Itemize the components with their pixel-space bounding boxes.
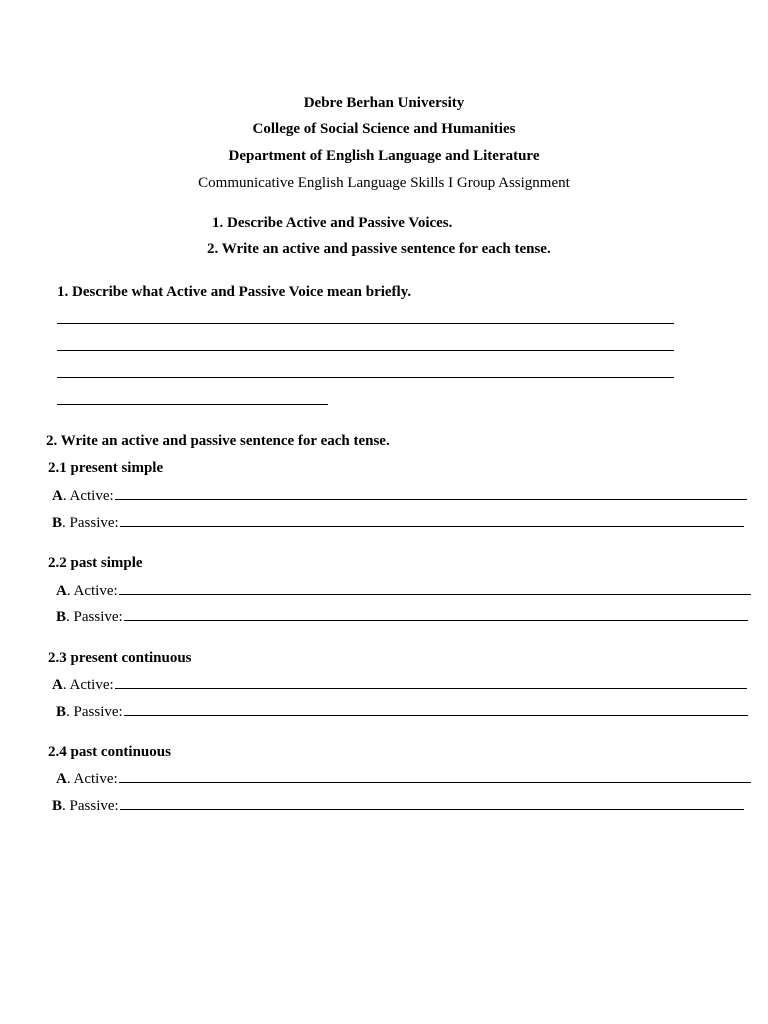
tense-heading: 2.2 past simple <box>48 555 143 571</box>
instruction-2: 2. Write an active and passive sentence for each tense. <box>207 241 551 257</box>
tense-heading: 2.4 past continuous <box>48 744 171 760</box>
passive-answer-row[interactable] <box>56 607 748 626</box>
option-label: . Active: <box>62 488 114 504</box>
tense-heading: 2.1 present simple <box>48 460 164 476</box>
passive-answer-row[interactable] <box>52 513 744 532</box>
answer-blank[interactable] <box>120 513 744 527</box>
tense-heading: 2.3 present continuous <box>48 650 192 666</box>
option-label: . Passive: <box>66 609 123 625</box>
question-2-prompt: 2. Write an active and passive sentence for each tense. <box>46 433 390 449</box>
college-name: College of Social Science and Humanities <box>252 121 516 137</box>
active-answer-row[interactable] <box>56 581 751 600</box>
option-letter: A <box>52 488 63 504</box>
option-letter: B <box>56 609 67 625</box>
passive-answer-row[interactable] <box>56 702 748 721</box>
option-label: . Active: <box>66 771 118 787</box>
option-label: . Active: <box>66 583 118 599</box>
instruction-1: 1. Describe Active and Passive Voices. <box>212 215 453 231</box>
department-name: Department of English Language and Literature <box>228 148 540 164</box>
answer-blank[interactable] <box>115 486 747 500</box>
answer-blank[interactable] <box>124 702 748 716</box>
answer-line[interactable] <box>57 350 674 351</box>
answer-blank[interactable] <box>124 607 748 621</box>
answer-line[interactable] <box>57 377 674 378</box>
answer-line[interactable] <box>57 323 674 324</box>
option-label: . Active: <box>62 677 114 693</box>
option-letter: A <box>56 771 67 787</box>
option-letter: A <box>52 677 63 693</box>
option-letter: B <box>52 515 63 531</box>
active-answer-row[interactable] <box>52 486 747 505</box>
answer-line[interactable] <box>57 404 328 405</box>
answer-blank[interactable] <box>120 796 744 810</box>
course-title: Communicative English Language Skills I Group Assignment <box>198 175 570 191</box>
answer-blank[interactable] <box>115 675 747 689</box>
active-answer-row[interactable] <box>56 769 751 788</box>
answer-blank[interactable] <box>119 769 751 783</box>
option-label: . Passive: <box>62 515 119 531</box>
option-letter: A <box>56 583 67 599</box>
question-1-prompt: 1. Describe what Active and Passive Voice mean briefly. <box>57 284 412 300</box>
option-label: . Passive: <box>62 798 119 814</box>
university-name: Debre Berhan University <box>303 95 465 111</box>
option-letter: B <box>52 798 63 814</box>
option-letter: B <box>56 704 67 720</box>
answer-blank[interactable] <box>119 581 751 595</box>
active-answer-row[interactable] <box>52 675 747 694</box>
option-label: . Passive: <box>66 704 123 720</box>
passive-answer-row[interactable] <box>52 796 744 815</box>
